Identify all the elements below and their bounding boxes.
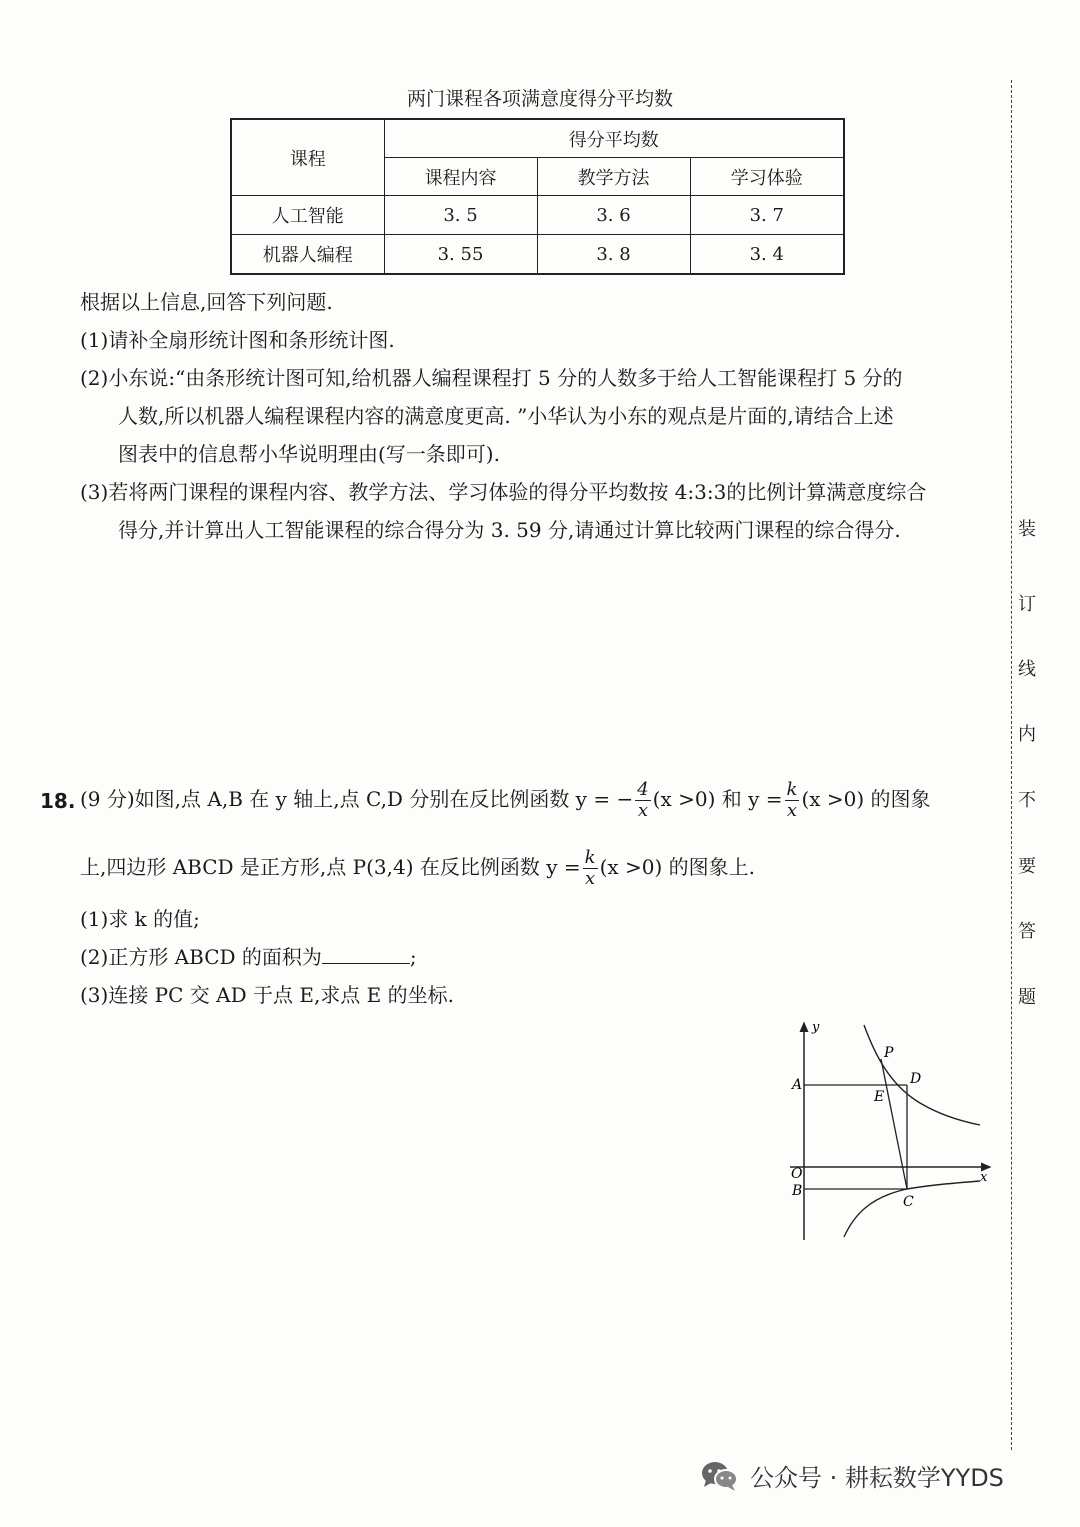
margin-char: 内 xyxy=(1018,724,1036,745)
label-E: E xyxy=(874,1089,885,1105)
cell-value: 3. 7 xyxy=(690,196,844,235)
header-content: 课程内容 xyxy=(384,158,537,196)
label-P: P xyxy=(884,1045,894,1061)
q18-part3: (3)连接 PC 交 AD 于点 E,求点 E 的坐标. xyxy=(80,983,454,1007)
cell-value: 3. 55 xyxy=(384,235,537,275)
answer-blank[interactable] xyxy=(322,943,410,964)
table-caption: 两门课程各项满意度得分平均数 xyxy=(406,88,673,110)
fraction-k-over-x: $\frac{k}{x}$ xyxy=(786,779,798,821)
question-number: 18. xyxy=(40,789,76,813)
cell-value: 3. 6 xyxy=(537,196,690,235)
row-name: 人工智能 xyxy=(231,196,384,235)
hyperbola-k-over-x xyxy=(864,1025,980,1125)
label-O: O xyxy=(791,1166,803,1182)
label-C: C xyxy=(903,1194,914,1210)
margin-char: 不 xyxy=(1018,790,1036,811)
q18-line2-part-a: 上,四边形 ABCD 是正方形,点 P(3,4) 在反比例函数 y = xyxy=(80,855,581,879)
header-score-average: 得分平均数 xyxy=(384,119,844,158)
q18-line1-part-c: (x >0) 的图象 xyxy=(801,787,931,811)
fraction-k-over-x: $\frac{k}{x}$ xyxy=(584,847,596,889)
fraction-4-over-x: $\frac{4}{x}$ xyxy=(637,779,649,821)
margin-char: 订 xyxy=(1018,594,1036,615)
q18-line1 xyxy=(80,780,1010,821)
q18-line2-part-b: (x >0) 的图象上. xyxy=(599,855,756,879)
q17-part3-line1: (3)若将两门课程的课程内容、教学方法、学习体验的得分平均数按 4:3:3的比例计算满意度综合 xyxy=(80,480,927,504)
table-row xyxy=(231,196,844,235)
label-D: D xyxy=(910,1071,922,1087)
header-course: 课程 xyxy=(231,119,384,196)
q17-intro: 根据以上信息,回答下列问题. xyxy=(80,290,333,314)
q18-line1-part-a: (9 分)如图,点 A,B 在 y 轴上,点 C,D 分别在反比例函数 y = − xyxy=(80,787,634,811)
label-A: A xyxy=(792,1077,803,1093)
q17-part2-line3: 图表中的信息帮小华说明理由(写一条即可). xyxy=(118,442,500,466)
footer-text: 公众号 · 耕耘数学YYDS xyxy=(750,1464,1004,1492)
wechat-icon xyxy=(700,1460,740,1492)
header-method: 教学方法 xyxy=(537,158,690,196)
q18-subquestions xyxy=(80,900,780,1014)
margin-char: 线 xyxy=(1018,659,1036,680)
q17-part2-line1: (2)小东说:“由条形统计图可知,给机器人编程课程打 5 分的人数多于给人工智能课程打 5 分的 xyxy=(80,366,903,390)
margin-char: 题 xyxy=(1018,987,1036,1008)
cell-value: 3. 8 xyxy=(537,235,690,275)
margin-char: 要 xyxy=(1018,856,1036,877)
row-name: 机器人编程 xyxy=(231,235,384,275)
label-y: y xyxy=(812,1020,820,1035)
q17-part1: (1)请补全扇形统计图和条形统计图. xyxy=(80,328,395,352)
segment-PC xyxy=(881,1059,907,1189)
geometry-figure xyxy=(770,1015,1000,1250)
wechat-watermark xyxy=(700,1458,1004,1493)
table-row xyxy=(231,235,844,275)
margin-char: 装 xyxy=(1018,519,1036,540)
q18-line2 xyxy=(80,848,1010,889)
cell-value: 3. 4 xyxy=(690,235,844,275)
score-table xyxy=(230,118,845,275)
q18-part1: (1)求 k 的值; xyxy=(80,907,200,931)
q18-part2: (2)正方形 ABCD 的面积为 ; xyxy=(80,945,417,969)
question-17-text xyxy=(80,283,1000,549)
header-experience: 学习体验 xyxy=(690,158,844,196)
q18-line1-part-b: (x >0) 和 y = xyxy=(652,787,783,811)
label-B: B xyxy=(792,1183,803,1199)
q17-part3-line2: 得分,并计算出人工智能课程的综合得分为 3. 59 分,请通过计算比较两门课程的综合得分. xyxy=(118,518,901,542)
margin-char: 答 xyxy=(1018,921,1036,942)
binding-line xyxy=(1011,80,1012,1450)
q17-part2-line2: 人数,所以机器人编程课程内容的满意度更高. ”小华认为小东的观点是片面的,请结合上述 xyxy=(118,404,894,428)
label-x: x xyxy=(980,1170,988,1185)
cell-value: 3. 5 xyxy=(384,196,537,235)
